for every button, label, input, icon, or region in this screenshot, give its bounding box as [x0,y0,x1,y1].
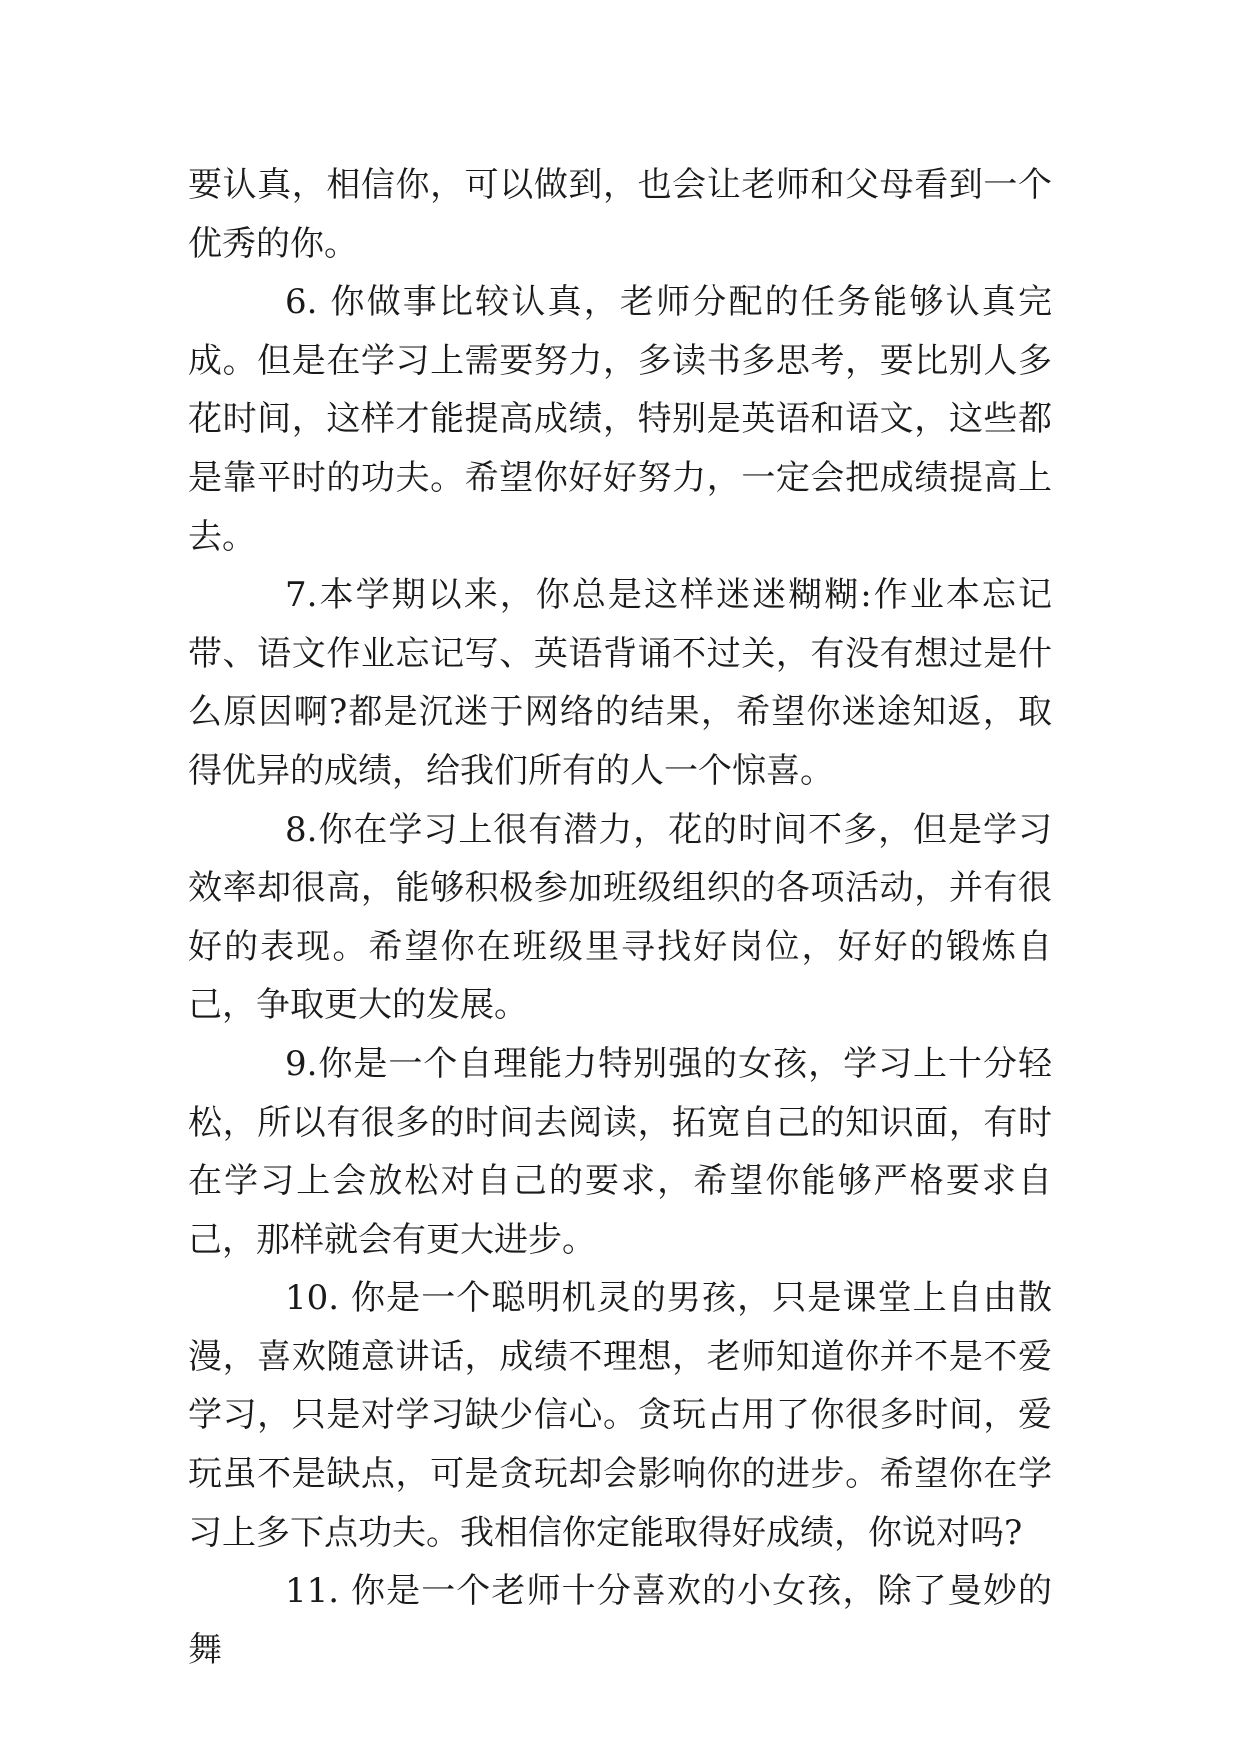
paragraph-comment-9: 9.你是一个自理能力特别强的女孩，学习上十分轻松，所以有很多的时间去阅读，拓宽自己的知识面，有时在学习上会放松对自己的要求，希望你能够严格要求自己，那样就会有更大进步。 [188,1043,1052,1260]
paragraph-comment-8: 8.你在学习上很有潜力，花的时间不多，但是学习效率却很高，能够积极参加班级组织的各项活动，并有很好的表现。希望你在班级里寻找好岗位，好好的锻炼自己，争取更大的发展。 [188,809,1052,1026]
paragraph-comment-7: 7.本学期以来，你总是这样迷迷糊糊:作业本忘记带、语文作业忘记写、英语背诵不过关，有没有想过是什么原因啊?都是沉迷于网络的结果，希望你迷途知返，取得优异的成绩，给我们所有的人一个惊喜。 [188,575,1052,791]
paragraph-continuation: 要认真，相信你，可以做到，也会让老师和父母看到一个优秀的你。 [188,165,1052,264]
body-text [188,156,1052,1679]
paragraph-comment-10: 10. 你是一个聪明机灵的男孩，只是课堂上自由散漫，喜欢随意讲话，成绩不理想，老师知道你并不是不爱学习，只是对学习缺少信心。贪玩占用了你很多时间，爱玩虽不是缺点，可是贪玩却会影响你的进步。希望你在学习上多下点功夫。我相信你定能取得好成绩，你说对吗? [188,1278,1052,1553]
paragraph-comment-11: 11. 你是一个老师十分喜欢的小女孩，除了曼妙的舞 [188,1571,1052,1670]
paragraph-comment-6: 6. 你做事比较认真，老师分配的任务能够认真完成。但是在学习上需要努力，多读书多思考，要比别人多花时间，这样才能提高成绩，特别是英语和语文，这些都是靠平时的功夫。希望你好好努力，一定会把成绩提高上去。 [188,282,1052,557]
